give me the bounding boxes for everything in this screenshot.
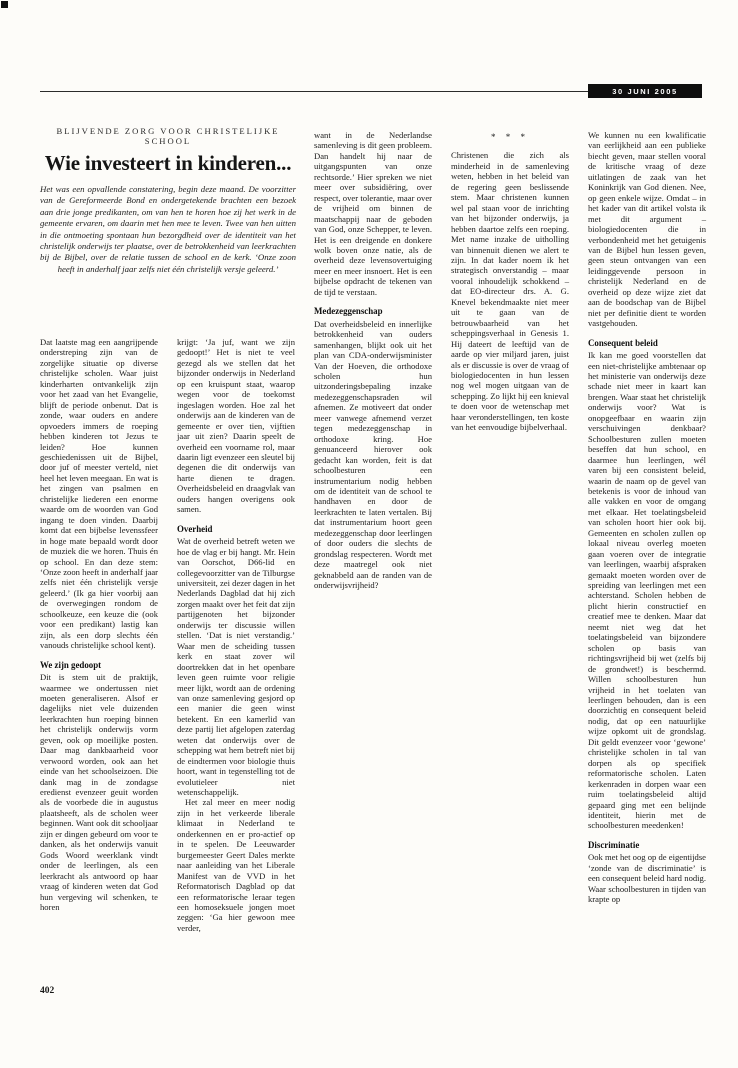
article-title: Wie investeert in kinderen...: [44, 151, 292, 175]
issue-date-tab: [588, 84, 702, 98]
article-paragraph: Ik kan me goed voorstellen dat een niet-christelijke ambtenaar op het ministerie van onderwijs deze schade niet meer in kaart kan brengen. Waar staat het christelijk onderwijs voor? Wat is onopgeefbaar en waarin zijn verschuivingen denkbaar? Schoolbesturen zullen moeten beseffen dat hun school, en daarmee hun leerlingen, wél varen bij een consistent beleid, waarin de naam op de gevel van betekenis is voor de inhoud van alle vakken en voor de omgang met elkaar. Het toelatingsbeleid van scholen hoort hier ook bij. Gemeenten en scholen zullen op lokaal niveau overleg moeten gaan voeren over de integratie van leerlingen, waarbij afspraken gemaakt moeten worden over de spreiding van leerlingen met een achterstand. Scholen hebben de plicht hierin constructief en creatief mee te denken. Maar dat neemt niet weg dat het toelatingsbeleid van bijzondere scholen op basis van richtingsvrijheid bij wet (zelfs bij de grondwet!) is beschermd. Willen schoolbesturen hun vrijheid in het toelaten van leerlingen behouden, dan is een doorzichtig en consequent beleid nodig, dat op een natuurlijke wijze opkomt uit de grondslag. Dit geldt evenzeer voor ‘gewone’ christelijke scholen in tal van dorpen als op specifiek reformatorische scholen. Laten kerkenraden in dorpen waar een ruim toelatingsbeleid altijd gepaard ging met een belijnde identiteit, hierin met de schoolbesturen meedenken!: [588, 350, 706, 831]
article-kicker: BLIJVENDE ZORG VOOR CHRISTELIJKE SCHOOL: [56, 126, 280, 146]
text-column-5: [588, 130, 706, 905]
article-header: [40, 126, 296, 275]
section-heading-overheid: Overheid: [177, 523, 213, 534]
issue-date: 30 JUNI 2005: [612, 86, 678, 96]
page-number: 402: [40, 986, 55, 996]
text-column-3: [314, 130, 432, 590]
article-lede: Het was een opvallende constatering, begin deze maand. De voorzitter van de Gereformeerde Bond en ondergetekende brachten een bezoek aan drie jonge predikanten, om van hen te horen hoe zij het werk in de gemeente ervaren, om daarin met hen mee te leven. Twee van hen uitten in die ontmoeting spontaan hun bezorgdheid over de identiteit van het christelijk onderwijs ter plaatse, over de betrokkenheid van leerkrachten bij de Bijbel, over de relatie tussen de school en de kerk. ‘Onze zoon heeft in anderhalf jaar zelfs niet één christelijk versje geleerd.’: [40, 184, 296, 274]
text-column-1: [40, 337, 158, 912]
asterisk-divider: * * *: [491, 132, 529, 142]
article-paragraph: Het zal meer en meer nodig zijn in het verkeerde liberale klimaat in Nederland te onderkennen en er pro-actief op in te spelen. De Leeuwarder burgemeester Geert Dales merkte naar aanleiding van het Liberale Manifest van de VVD in het Reformatorisch Dagblad op dat een reformatorische leraar tegen een homoseksuele jongen moet zeggen: ‘Ga hier gewoon mee verder,: [177, 797, 295, 933]
section-heading-consequent-beleid: Consequent beleid: [588, 337, 658, 348]
article-paragraph: Christenen die zich als minderheid in de samenleving weten, hebben in het beleid van de regering geen beslissende stem. Maar christenen kunnen wel pal staan voor de inrichting van het bijzonder onderwijs, ja hebben daartoe zelfs een roeping. Met name inzake de uitholling van binnenuit dienen we alert te zijn. In dat kader noem ik het strategisch onverstandig – maar vooral inhoudelijk schokkend – dat EO-directeur drs. A. G. Knevel bekendmaakte niet meer uit te gaan van de betrouwbaarheid van het scheppingsverhaal in Genesis 1. Hij dateert de leeftijd van de aarde op vier miljard jaren, juist als er discussie is over de vraag of biologiedocenten in hun lessen nog wel mogen uitgaan van de schepping. Zo lijkt hij een knieval te doen voor de wetenschap met haar veronderstellingen, ten koste van het eenvoudige bijbelverhaal.: [451, 150, 569, 433]
article-paragraph: Dat laatste mag een aangrijpende onderstreping zijn van de zorgelijke situatie op diverse christelijke scholen. Waar juist kinderharten ontvankelijk zijn voor het zaad van het Evangelie, blijft de periode onbenut. Dat is zonde, waar ouders en andere opvoeders immers de roeping hebben kinderen tot Jezus te leiden? Hoe kunnen geschiedenissen uit de Bijbel, door juf of meester verteld, niet heel het leven meegaan. En wat is het zingen van psalmen en christelijke liederen een enorme waarde om de woorden van God ingang te doen vinden. Daarbij komt dat een bijbelse levenssfeer in hoge mate bepaald wordt door de muziek die we horen. Thuis én op school. En dan deze stem: ‘Onze zoon heeft in anderhalf jaar zelfs niet één christelijk versje geleerd.’ (Ik ga hier voorbij aan de overwegingen rondom de schoolkeuze, een keuze die (ook voor een predikant) lastig kan zijn, als een dorp slechts één vanouds christelijke school kent).: [40, 337, 158, 651]
article-paragraph: We kunnen nu een kwalificatie van eerlijkheid aan een publieke biecht geven, maar stellen vooral de kritische vraag of deze uitlatingen de zaak van het Koninkrijk van God dienen. Nee, op geen enkele wijze. Omdat – in het kader van dit artikel volsta ik met dit argument – biologiedocenten die in verbondenheid met het getuigenis van de Bijbel hun lessen geven, geen steun ontvangen van een leidinggevende persoon in christelijk Nederland en de overheid op deze wijze ziet dat aan de boodschap van de Bijbel niet per definitie dient te worden vastgehouden.: [588, 130, 706, 329]
section-heading-we-zijn-gedoopt: We zijn gedoopt: [40, 659, 102, 670]
section-heading-medezeggenschap: Medezeggenschap: [314, 306, 383, 317]
scan-corner-mark: [1, 1, 8, 8]
article-paragraph: Dat overheidsbeleid en innerlijke betrokkenheid van ouders samenhangen, blijkt ook uit het plan van CDA-onderwijsminister Van der Hoeven, die orthodoxe scholen hun uitzonderingsbepaling inzake medezeggenschapsraden wil afnemen. Ze motiveert dat onder meer vanwege afnemend verzet tegen medezeggenschap in orthodoxe kring. Hoe genuanceerd hierover ook gedacht kan worden, feit is dat schoolbesturen een instrumentarium nodig hebben om de identiteit van de school te handhaven en door de leerkrachten te laten vertalen. Bij dat instrumentarium hoort geen medezeggenschap door leerlingen of door ouders die slechts de grondslag respecteren. Wordt met deze maatregel ook niet geknabbeld aan de randen van de onderwijsvrijheid?: [314, 318, 432, 591]
article-paragraph: want in de Nederlandse samenleving is dit geen probleem. Dan handelt hij naar de uitgangspunten van onze rechtsorde.’ Hier spreken we niet meer over subsidiëring, over respect, over tolerantie, maar over de vrijheid om binnen de maatschappij naar de geboden van God, onze Schepper, te leven. Het is een dreigende en donkere wolk boven onze natie, als de overheid deze levensovertuiging meer en meer insnoert. Het is een bijbelse opdracht de tekenen van de tijd te verstaan.: [314, 130, 432, 297]
header-rule: [40, 91, 589, 92]
article-paragraph: krijgt: ‘Ja juf, want we zijn gedoopt!’ Het is niet te veel gezegd als we stellen dat het bijzonder onderwijs in Nederland op een kruispunt staat, waarop wegen voor de toekomst ingeslagen worden. Hoe zal het onderwijs aan de kinderen van de gemeente er over tien, vijftien jaar uit zien? Daarin speelt de overheid een voorname rol, maar daarin ligt evenzeer een sleutel bij degenen die dit onderwijs van harte dienen te dragen. Overheidsbeleid en draagvlak van ouders hangen overigens ook samen.: [177, 337, 295, 515]
text-column-4: [451, 130, 569, 433]
article-paragraph: Ook met het oog op de eigentijdse ‘zonde van de discriminatie’ is een consequent beleid hard nodig. Waar schoolbesturen in tijden van krapte op: [588, 852, 706, 905]
text-column-2: [177, 337, 295, 933]
article-paragraph: Dit is stem uit de praktijk, waarmee we ondertussen niet moeten generaliseren. Alsof er dagelijks niet vele duizenden leerkrachten hun roeping binnen het christelijk onderwijs vorm geven, ook op moeilijke posten. Daar mag dankbaarheid voor verwoord worden, ook aan het einde van het schoolseizoen. Die dank mag in de zondagse eredienst evenzeer geuit worden als de voorbede die in augustus plaatsheeft, als de scholen weer beginnen. Want ook dit schooljaar zijn er dingen gebeurd om voor te danken, als het onderwijs vanuit Gods Woord weerklank vindt onder de leerlingen, als een leerkracht als antwoord op haar vraag of kinderen weten dat God hun vergeving wil schenken, te horen: [40, 672, 158, 913]
section-heading-discriminatie: Discriminatie: [588, 839, 640, 850]
article-paragraph: Wat de overheid betreft weten we hoe de vlag er bij hangt. Mr. Hein van Oorschot, D66-lid en collegevoorzitter van de Tilburgse universiteit, zei dezer dagen in het Nederlands Dagblad dat hij zich zorgen maakt over het feit dat zijn partijgenoten het bijzonder onderwijs ter discussie willen stellen. ‘Dat is niet verstandig.’ Waar men de scheiding tussen kerk en staat zover wil doortrekken dat in het openbare leven geen ruimte voor religie meer lijkt, wordt aan de ordening van onze samenleving gesjord op een manier die geen winst betekent. En een kamerlid van deze partij liet afgelopen zaterdag weten dat onderwijs over de schepping wat hem betreft niet bij de eindtermen voor biologie thuis hoort, want in tegenstelling tot de evolutieleer niet wetenschappelijk.: [177, 536, 295, 798]
